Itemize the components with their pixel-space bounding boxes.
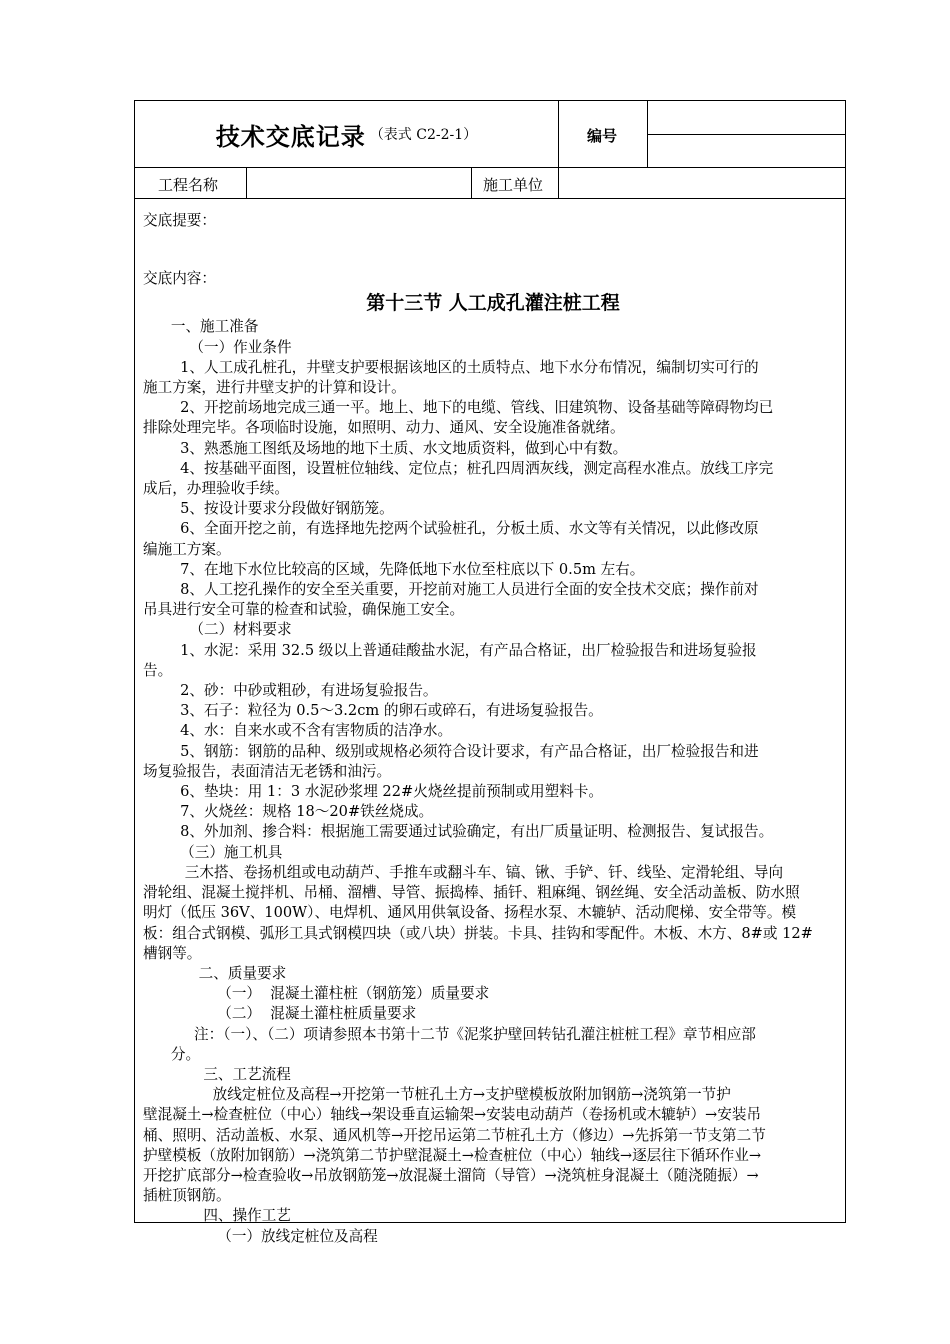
content-line: 注：（一）、（二）项请参照本书第十二节《泥浆护壁回转钻孔灌注桩桩工程》章节相应部 xyxy=(143,1025,756,1043)
content-line: 编施工方案。 xyxy=(143,540,231,558)
content-line: 4、按基础平面图，设置桩位轴线、定位点；桩孔四周洒灰线，测定高程水准点。放线工序完 xyxy=(143,459,774,477)
content-line: 分。 xyxy=(143,1045,201,1063)
section-title: 第十三节 人工成孔灌注桩工程 xyxy=(366,292,620,315)
content-line: 槽钢等。 xyxy=(143,944,202,962)
content-line: 4、水：自来水或不含有害物质的洁净水。 xyxy=(143,722,453,740)
content-line: （二）材料要求 xyxy=(143,621,292,639)
content-line: （二） 混凝土灌柱桩质量要求 xyxy=(143,1005,417,1023)
content-line: 3、熟悉施工图纸及场地的地下土质、水文地质资料，做到心中有数。 xyxy=(143,439,628,457)
content-line: 四、操作工艺 xyxy=(143,1207,291,1225)
divider xyxy=(558,101,559,167)
content-line: 滑轮组、混凝土搅拌机、吊桶、溜槽、导管、振捣棒、插钎、粗麻绳、钢丝绳、安全活动盖板、防水照 xyxy=(143,884,800,902)
divider xyxy=(471,167,472,198)
divider xyxy=(246,167,247,198)
content-line: （三）施工机具 xyxy=(143,843,283,861)
content-line: 7、火烧丝：规格 18～20#铁丝烧成。 xyxy=(143,803,434,821)
content-line: 1、水泥：采用 32.5 级以上普通硅酸盐水泥，有产品合格证，出厂检验报告和进场复验报 xyxy=(143,641,757,659)
content-line: 2、开挖前场地完成三通一平。地上、地下的电缆、管线、旧建筑物、设备基础等障碍物均已 xyxy=(143,399,774,417)
content-line: 成后，办理验收手续。 xyxy=(143,480,289,498)
content-line: 一、施工准备 xyxy=(143,318,259,336)
content-line: 8、外加剂、掺合料：根据施工需要通过试验确定，有出厂质量证明、检测报告、复试报告。 xyxy=(143,823,774,841)
content-line: （一）放线定桩位及高程 xyxy=(143,1227,378,1245)
content-line: 二、质量要求 xyxy=(143,964,287,982)
content-line: 明灯（低压 36V、100W）、电焊机、通风用供氧设备、扬程水泵、木辘轳、活动爬梯、安全带等。模 xyxy=(143,904,797,922)
form-code: （表式 C2-2-1） xyxy=(369,127,478,143)
construction-unit-label: 施工单位 xyxy=(483,176,544,194)
divider xyxy=(647,134,845,135)
content-line: （一）作业条件 xyxy=(143,338,292,356)
content-line: 2、砂：中砂或粗砂，有进场复验报告。 xyxy=(143,682,438,700)
content-line: 告。 xyxy=(143,661,173,679)
divider xyxy=(135,198,845,199)
content-line: （一） 混凝土灌柱桩（钢筋笼）质量要求 xyxy=(143,985,490,1003)
content-line: 5、钢筋：钢筋的品种、级别或规格必须符合设计要求，有产品合格证，出厂检验报告和进 xyxy=(143,742,759,760)
summary-label: 交底提要： xyxy=(143,212,216,229)
content-line: 5、按设计要求分段做好钢筋笼。 xyxy=(143,500,394,518)
content-line: 放线定桩位及高程→开挖第一节桩孔土方→支护壁模板放附加钢筋→浇筑第一节护 xyxy=(143,1086,731,1104)
divider xyxy=(135,167,845,168)
content-line: 场复验报告，表面清洁无老锈和油污。 xyxy=(143,762,392,780)
content-line: 护壁模板（放附加钢筋）→浇筑第二节护壁混凝土→检查桩位（中心）轴线→逐层往下循环作业→ xyxy=(143,1146,762,1164)
number-label: 编号 xyxy=(587,127,618,145)
content-line: 7、在地下水位比较高的区域，先降低地下水位至柱底以下 0.5m 左右。 xyxy=(143,560,645,578)
form-title xyxy=(135,101,558,167)
disclosure-content xyxy=(143,211,843,1247)
content-line: 吊具进行安全可靠的检查和试验，确保施工安全。 xyxy=(143,601,465,619)
content-line: 板：组合式钢模、弧形工具式钢模四块（或八块）拼装。卡具、挂钩和零配件。木板、木方、8#或 12# xyxy=(143,924,813,942)
content-line: 三、工艺流程 xyxy=(143,1065,291,1083)
content-line: 桶、照明、活动盖板、水泵、通风机等→开挖吊运第二节桩孔土方（修边）→先拆第一节支第二节 xyxy=(143,1126,766,1144)
form-title-text: 技术交底记录 xyxy=(215,122,366,151)
content-label: 交底内容： xyxy=(143,270,216,288)
content-line: 6、全面开挖之前，有选择地先挖两个试验桩孔，分板土质、水文等有关情况，以此修改原 xyxy=(143,520,759,538)
content-line: 开挖扩底部分→检查验收→吊放钢筋笼→放混凝土溜筒（导管）→浇筑桩身混凝土（随浇随振）→ xyxy=(143,1166,759,1184)
content-line: 8、人工挖孔操作的安全至关重要，开挖前对施工人员进行全面的安全技术交底；操作前对 xyxy=(143,581,759,599)
content-line: 3、石子：粒径为 0.5～3.2cm 的卵石或碎石，有进场复验报告。 xyxy=(143,702,603,720)
content-line: 三木搭、卷扬机组或电动葫芦、手推车或翻斗车、镐、锹、手铲、钎、线坠、定滑轮组、导向 xyxy=(143,863,784,881)
divider xyxy=(558,167,559,198)
content-line: 壁混凝土→检查桩位（中心）轴线→架设垂直运输架→安装电动葫芦（卷扬机或木辘轳）→安装吊 xyxy=(143,1106,762,1124)
content-lines xyxy=(143,317,843,1246)
record-form xyxy=(134,100,846,1245)
content-line: 排除处理完毕。各项临时设施，如照明、动力、通风、安全设施准备就绪。 xyxy=(143,419,625,437)
project-name-label: 工程名称 xyxy=(158,176,219,194)
content-line: 6、垫块：用 1：3 水泥砂浆埋 22#火烧丝提前预制或用塑料卡。 xyxy=(143,783,603,801)
content-line: 1、人工成孔桩孔，井壁支护要根据该地区的土质特点、地下水分布情况，编制切实可行的 xyxy=(143,358,759,376)
content-line: 插桩顶钢筋。 xyxy=(143,1187,231,1205)
content-line: 施工方案，进行井壁支护的计算和设计。 xyxy=(143,379,406,397)
